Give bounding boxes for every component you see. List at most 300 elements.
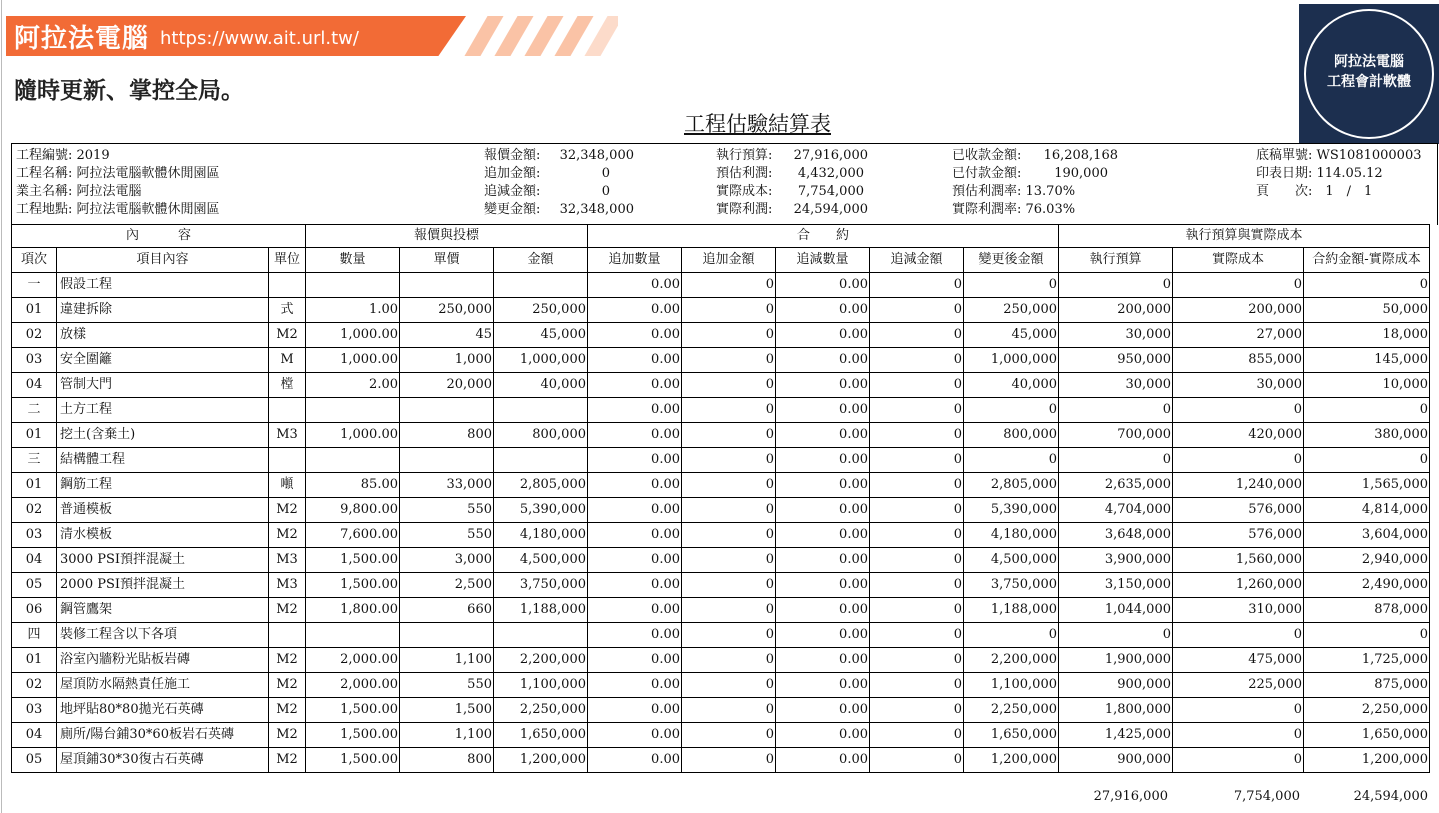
- table-cell: 裝修工程含以下各項: [57, 623, 269, 648]
- table-cell: 0.00: [588, 523, 682, 548]
- table-cell: 5,390,000: [494, 498, 588, 523]
- table-cell: 02: [12, 323, 57, 348]
- info-project-location: 工程地點: 阿拉法電腦軟體休閒園區: [16, 202, 220, 217]
- info-label: 實際成本:: [716, 184, 773, 199]
- info-project-name: 工程名稱: 阿拉法電腦軟體休閒園區: [16, 166, 220, 181]
- table-cell: 04: [12, 723, 57, 748]
- column-header-row: [12, 248, 1430, 273]
- table-row: [12, 273, 1430, 298]
- table-cell: 2,250,000: [1304, 698, 1430, 723]
- info-value: 4,432,000: [797, 166, 864, 181]
- table-cell: 1,500.00: [306, 548, 400, 573]
- brand-banner: [6, 16, 618, 56]
- table-cell: M3: [269, 548, 306, 573]
- table-cell: 0.00: [588, 298, 682, 323]
- total-actual-cost: 7,754,000: [1233, 789, 1300, 804]
- table-cell: 0: [870, 473, 964, 498]
- table-cell: M2: [269, 723, 306, 748]
- table-row: [12, 498, 1430, 523]
- table-cell: 45,000: [964, 323, 1059, 348]
- table-cell: 0: [1173, 748, 1304, 773]
- info-value: 0: [601, 166, 610, 181]
- table-cell: 1,044,000: [1059, 598, 1173, 623]
- table-cell: 0: [964, 623, 1059, 648]
- table-cell: [494, 273, 588, 298]
- table-cell: 45,000: [494, 323, 588, 348]
- table-cell: 1,425,000: [1059, 723, 1173, 748]
- table-cell: 0: [682, 748, 776, 773]
- table-cell: 0.00: [776, 373, 870, 398]
- table-cell: 一: [12, 273, 57, 298]
- column-header: 項次: [12, 248, 57, 273]
- table-cell: [400, 273, 494, 298]
- table-cell: 0: [1173, 448, 1304, 473]
- table-cell: 鋼筋工程: [57, 473, 269, 498]
- table-cell: 5,390,000: [964, 498, 1059, 523]
- table-cell: 樘: [269, 373, 306, 398]
- column-header: 實際成本: [1173, 248, 1304, 273]
- table-cell: [306, 448, 400, 473]
- table-cell: 1,000,000: [494, 348, 588, 373]
- table-cell: 2,500: [400, 573, 494, 598]
- table-cell: 0: [682, 298, 776, 323]
- table-cell: 三: [12, 448, 57, 473]
- table-cell: 1,650,000: [494, 723, 588, 748]
- table-cell: 0.00: [588, 598, 682, 623]
- table-cell: 0: [870, 323, 964, 348]
- table-cell: 380,000: [1304, 423, 1430, 448]
- table-cell: 0: [1059, 273, 1173, 298]
- table-cell: 0: [870, 623, 964, 648]
- company-logo: [1299, 4, 1439, 144]
- table-cell: 0.00: [588, 473, 682, 498]
- table-cell: 1,500.00: [306, 573, 400, 598]
- group-header-quote: 報價與投標: [306, 225, 588, 248]
- table-body: [12, 273, 1430, 773]
- table-cell: 700,000: [1059, 423, 1173, 448]
- table-row: [12, 323, 1430, 348]
- table-cell: 3,000: [400, 548, 494, 573]
- table-cell: 0: [682, 498, 776, 523]
- table-cell: 20,000: [400, 373, 494, 398]
- table-cell: 1,560,000: [1173, 548, 1304, 573]
- table-cell: 27,000: [1173, 323, 1304, 348]
- info-value: 0: [601, 184, 610, 199]
- column-header: 追減數量: [776, 248, 870, 273]
- table-cell: 1,240,000: [1173, 473, 1304, 498]
- info-value: 190,000: [1054, 166, 1108, 181]
- table-cell: 0.00: [776, 723, 870, 748]
- table-cell: 放樣: [57, 323, 269, 348]
- table-cell: 2,490,000: [1304, 573, 1430, 598]
- table-cell: 0: [682, 398, 776, 423]
- table-cell: 01: [12, 298, 57, 323]
- table-cell: 0.00: [588, 673, 682, 698]
- table-cell: 0.00: [588, 373, 682, 398]
- table-cell: 1,500.00: [306, 698, 400, 723]
- table-cell: 假設工程: [57, 273, 269, 298]
- table-cell: 3,150,000: [1059, 573, 1173, 598]
- table-cell: [494, 623, 588, 648]
- info-label: 已收款金額:: [952, 148, 1022, 163]
- info-label: 報價金額:: [484, 148, 541, 163]
- table-cell: 40,000: [964, 373, 1059, 398]
- table-cell: 0: [682, 448, 776, 473]
- table-cell: 0: [870, 598, 964, 623]
- table-cell: 0: [870, 498, 964, 523]
- table-cell: 2,200,000: [494, 648, 588, 673]
- table-cell: 0.00: [776, 598, 870, 623]
- project-info: [11, 143, 1438, 225]
- table-cell: 875,000: [1304, 673, 1430, 698]
- table-cell: 50,000: [1304, 298, 1430, 323]
- table-cell: 0: [1173, 623, 1304, 648]
- table-cell: [269, 448, 306, 473]
- table-cell: 0: [682, 273, 776, 298]
- column-header: 變更後金額: [964, 248, 1059, 273]
- table-cell: 清水模板: [57, 523, 269, 548]
- column-header: 數量: [306, 248, 400, 273]
- website-link[interactable]: https://www.ait.url.tw/: [160, 28, 359, 49]
- table-cell: 0.00: [776, 548, 870, 573]
- table-cell: 1,100,000: [494, 673, 588, 698]
- table-cell: [269, 398, 306, 423]
- table-cell: 0: [964, 398, 1059, 423]
- table-cell: 900,000: [1059, 748, 1173, 773]
- table-cell: 3000 PSI預拌混凝土: [57, 548, 269, 573]
- info-draft-number: 底稿單號: WS1081000003: [1256, 148, 1422, 163]
- table-cell: 0: [1173, 723, 1304, 748]
- table-cell: 0: [682, 323, 776, 348]
- info-value: 32,348,000: [559, 202, 634, 217]
- table-cell: 0: [682, 348, 776, 373]
- table-cell: 250,000: [494, 298, 588, 323]
- table-row: [12, 298, 1430, 323]
- table-row: [12, 548, 1430, 573]
- table-cell: 0: [964, 448, 1059, 473]
- info-print-date: 印表日期: 114.05.12: [1256, 166, 1383, 181]
- table-cell: 01: [12, 648, 57, 673]
- table-cell: 05: [12, 573, 57, 598]
- table-cell: M2: [269, 523, 306, 548]
- table-cell: 02: [12, 498, 57, 523]
- table-cell: 0.00: [588, 573, 682, 598]
- table-cell: 0: [870, 648, 964, 673]
- table-cell: 違建拆除: [57, 298, 269, 323]
- info-label: 實際利潤:: [716, 202, 773, 217]
- table-cell: 250,000: [964, 298, 1059, 323]
- table-cell: 855,000: [1173, 348, 1304, 373]
- table-cell: 550: [400, 523, 494, 548]
- total-budget: 27,916,000: [1093, 789, 1168, 804]
- table-cell: 2,940,000: [1304, 548, 1430, 573]
- table-cell: 1,500.00: [306, 723, 400, 748]
- table-cell: 576,000: [1173, 498, 1304, 523]
- info-label: 追加金額:: [484, 166, 541, 181]
- table-cell: 18,000: [1304, 323, 1430, 348]
- column-header: 合約金額-實際成本: [1304, 248, 1430, 273]
- table-cell: 1,650,000: [1304, 723, 1430, 748]
- table-cell: 3,648,000: [1059, 523, 1173, 548]
- table-cell: 0.00: [776, 523, 870, 548]
- table-cell: 安全圍籬: [57, 348, 269, 373]
- info-label: 追減金額:: [484, 184, 541, 199]
- table-cell: 1,500: [400, 698, 494, 723]
- table-row: [12, 573, 1430, 598]
- table-cell: 3,750,000: [494, 573, 588, 598]
- table-cell: 0: [870, 548, 964, 573]
- table-cell: 2,250,000: [494, 698, 588, 723]
- table-cell: 4,180,000: [494, 523, 588, 548]
- table-row: [12, 523, 1430, 548]
- table-cell: 04: [12, 548, 57, 573]
- table-cell: 廁所/陽台鋪30*60板岩石英磚: [57, 723, 269, 748]
- table-cell: 420,000: [1173, 423, 1304, 448]
- table-cell: 01: [12, 473, 57, 498]
- table-cell: 0.00: [588, 648, 682, 673]
- table-cell: 1,200,000: [1304, 748, 1430, 773]
- table-cell: 200,000: [1173, 298, 1304, 323]
- table-cell: 0.00: [588, 423, 682, 448]
- table-cell: 0: [870, 573, 964, 598]
- table-row: [12, 748, 1430, 773]
- table-cell: 05: [12, 748, 57, 773]
- table-cell: 3,604,000: [1304, 523, 1430, 548]
- table-cell: 4,704,000: [1059, 498, 1173, 523]
- table-cell: 06: [12, 598, 57, 623]
- logo-line-1: 阿拉法電腦: [1334, 54, 1404, 70]
- table-cell: 2,805,000: [964, 473, 1059, 498]
- table-cell: 0: [870, 398, 964, 423]
- table-cell: 0.00: [588, 548, 682, 573]
- table-cell: 0.00: [776, 473, 870, 498]
- table-cell: 0.00: [776, 573, 870, 598]
- document-title: 工程估驗結算表: [684, 112, 831, 136]
- table-cell: 0: [1059, 448, 1173, 473]
- table-cell: 03: [12, 698, 57, 723]
- table-cell: 4,814,000: [1304, 498, 1430, 523]
- table-cell: 3,900,000: [1059, 548, 1173, 573]
- table-cell: 2,250,000: [964, 698, 1059, 723]
- table-cell: 0: [682, 573, 776, 598]
- info-project-number: 工程編號: 2019: [16, 148, 110, 163]
- table-row: [12, 623, 1430, 648]
- table-cell: 4,500,000: [494, 548, 588, 573]
- table-cell: 普通模板: [57, 498, 269, 523]
- table-cell: 0.00: [776, 323, 870, 348]
- table-cell: 0.00: [588, 623, 682, 648]
- info-value: 27,916,000: [793, 148, 868, 163]
- table-cell: 0: [682, 673, 776, 698]
- table-row: [12, 423, 1430, 448]
- table-cell: [269, 273, 306, 298]
- table-row: [12, 648, 1430, 673]
- table-cell: 2,200,000: [964, 648, 1059, 673]
- table-cell: 200,000: [1059, 298, 1173, 323]
- table-cell: 結構體工程: [57, 448, 269, 473]
- table-cell: 四: [12, 623, 57, 648]
- table-cell: 噸: [269, 473, 306, 498]
- table-cell: 0: [870, 423, 964, 448]
- table-cell: 0: [682, 598, 776, 623]
- table-cell: 0.00: [776, 673, 870, 698]
- table-cell: 1,100,000: [964, 673, 1059, 698]
- table-cell: 2.00: [306, 373, 400, 398]
- info-estimated-margin: 預估利潤率: 13.70%: [952, 184, 1076, 199]
- table-cell: 310,000: [1173, 598, 1304, 623]
- info-label: 變更金額:: [484, 202, 541, 217]
- info-actual-margin: 實際利潤率: 76.03%: [952, 202, 1076, 217]
- table-cell: 0: [682, 623, 776, 648]
- table-cell: 1,000.00: [306, 423, 400, 448]
- group-header-content: 內 容: [12, 225, 306, 248]
- table-cell: 800,000: [964, 423, 1059, 448]
- table-cell: 0.00: [776, 348, 870, 373]
- table-cell: 1,188,000: [494, 598, 588, 623]
- info-label: 執行預算:: [716, 148, 773, 163]
- table-row: [12, 373, 1430, 398]
- table-cell: 475,000: [1173, 648, 1304, 673]
- table-cell: 0.00: [588, 698, 682, 723]
- table-cell: 0: [682, 373, 776, 398]
- info-value: 7,754,000: [797, 184, 864, 199]
- table-cell: 660: [400, 598, 494, 623]
- table-cell: 0.00: [776, 423, 870, 448]
- table-row: [12, 473, 1430, 498]
- table-cell: [306, 273, 400, 298]
- table-cell: M2: [269, 698, 306, 723]
- table-cell: 40,000: [494, 373, 588, 398]
- table-cell: 0: [870, 523, 964, 548]
- table-cell: 0: [870, 298, 964, 323]
- table-cell: 0.00: [588, 448, 682, 473]
- table-cell: 45: [400, 323, 494, 348]
- table-cell: 2,000.00: [306, 648, 400, 673]
- info-value: 16,208,168: [1043, 148, 1118, 163]
- table-cell: 2000 PSI預拌混凝土: [57, 573, 269, 598]
- table-cell: 0: [1304, 448, 1430, 473]
- column-header: 單位: [269, 248, 306, 273]
- table-cell: 1,900,000: [1059, 648, 1173, 673]
- table-cell: 800: [400, 423, 494, 448]
- info-label: 預估利潤:: [716, 166, 773, 181]
- table-cell: 二: [12, 398, 57, 423]
- table-cell: 0: [1304, 623, 1430, 648]
- table-cell: 30,000: [1059, 373, 1173, 398]
- table-cell: 800,000: [494, 423, 588, 448]
- table-cell: 0: [682, 523, 776, 548]
- table-cell: M2: [269, 673, 306, 698]
- table-cell: 1,100: [400, 723, 494, 748]
- table-cell: 屋頂鋪30*30復古石英磚: [57, 748, 269, 773]
- table-cell: 0.00: [776, 623, 870, 648]
- column-header: 項目內容: [57, 248, 269, 273]
- table-cell: 10,000: [1304, 373, 1430, 398]
- table-cell: 1,800,000: [1059, 698, 1173, 723]
- table-cell: 0.00: [588, 498, 682, 523]
- table-cell: 挖土(含棄土): [57, 423, 269, 448]
- table-cell: [306, 623, 400, 648]
- table-cell: 03: [12, 523, 57, 548]
- table-cell: 1,725,000: [1304, 648, 1430, 673]
- table-cell: [494, 448, 588, 473]
- table-cell: 0.00: [776, 273, 870, 298]
- total-difference: 24,594,000: [1353, 789, 1428, 804]
- table-cell: 4,500,000: [964, 548, 1059, 573]
- table-cell: 0: [1059, 398, 1173, 423]
- table-cell: 0: [1304, 273, 1430, 298]
- table-cell: 0: [682, 648, 776, 673]
- table-cell: 02: [12, 673, 57, 698]
- table-cell: 1,100: [400, 648, 494, 673]
- table-cell: 1,200,000: [494, 748, 588, 773]
- table-cell: 0: [1304, 398, 1430, 423]
- table-cell: 950,000: [1059, 348, 1173, 373]
- table-cell: [400, 448, 494, 473]
- table-cell: 浴室內牆粉光貼板岩磚: [57, 648, 269, 673]
- table-cell: 0: [870, 348, 964, 373]
- table-cell: M2: [269, 648, 306, 673]
- column-header: 追加金額: [682, 248, 776, 273]
- table-cell: 地坪貼80*80拋光石英磚: [57, 698, 269, 723]
- column-header: 金額: [494, 248, 588, 273]
- logo-text: [1299, 52, 1439, 92]
- table-cell: 1,800.00: [306, 598, 400, 623]
- group-header-budget: 執行預算與實際成本: [1059, 225, 1430, 248]
- column-header: 追減金額: [870, 248, 964, 273]
- table-cell: 0: [1173, 273, 1304, 298]
- table-cell: [269, 623, 306, 648]
- table-cell: 0.00: [588, 323, 682, 348]
- table-cell: M3: [269, 573, 306, 598]
- info-value: 24,594,000: [793, 202, 868, 217]
- table-cell: 03: [12, 348, 57, 373]
- table-cell: 225,000: [1173, 673, 1304, 698]
- table-cell: 30,000: [1059, 323, 1173, 348]
- table-cell: [494, 398, 588, 423]
- table-cell: 0: [682, 723, 776, 748]
- table-cell: 0.00: [588, 748, 682, 773]
- table-cell: 550: [400, 498, 494, 523]
- table-cell: 0: [682, 548, 776, 573]
- table-cell: 30,000: [1173, 373, 1304, 398]
- table-cell: M3: [269, 423, 306, 448]
- table-cell: 1,000.00: [306, 323, 400, 348]
- table-cell: 2,635,000: [1059, 473, 1173, 498]
- column-header: 追加數量: [588, 248, 682, 273]
- table-cell: 878,000: [1304, 598, 1430, 623]
- table-cell: 0: [682, 473, 776, 498]
- info-owner-name: 業主名稱: 阿拉法電腦: [16, 184, 142, 199]
- table-cell: 900,000: [1059, 673, 1173, 698]
- table-cell: 1,500.00: [306, 748, 400, 773]
- table-cell: 0.00: [776, 498, 870, 523]
- settlement-table: [11, 224, 1430, 773]
- table-cell: 550: [400, 673, 494, 698]
- table-row: [12, 723, 1430, 748]
- info-value: 32,348,000: [559, 148, 634, 163]
- table-cell: 0: [870, 273, 964, 298]
- table-cell: 0: [870, 698, 964, 723]
- info-page-number: 頁 次: 1 / 1: [1256, 184, 1373, 199]
- table-cell: [400, 623, 494, 648]
- table-cell: M2: [269, 598, 306, 623]
- table-cell: 2,805,000: [494, 473, 588, 498]
- table-cell: 管制大門: [57, 373, 269, 398]
- table-cell: 0: [870, 373, 964, 398]
- info-label: 已付款金額:: [952, 166, 1022, 181]
- table-cell: 0: [964, 273, 1059, 298]
